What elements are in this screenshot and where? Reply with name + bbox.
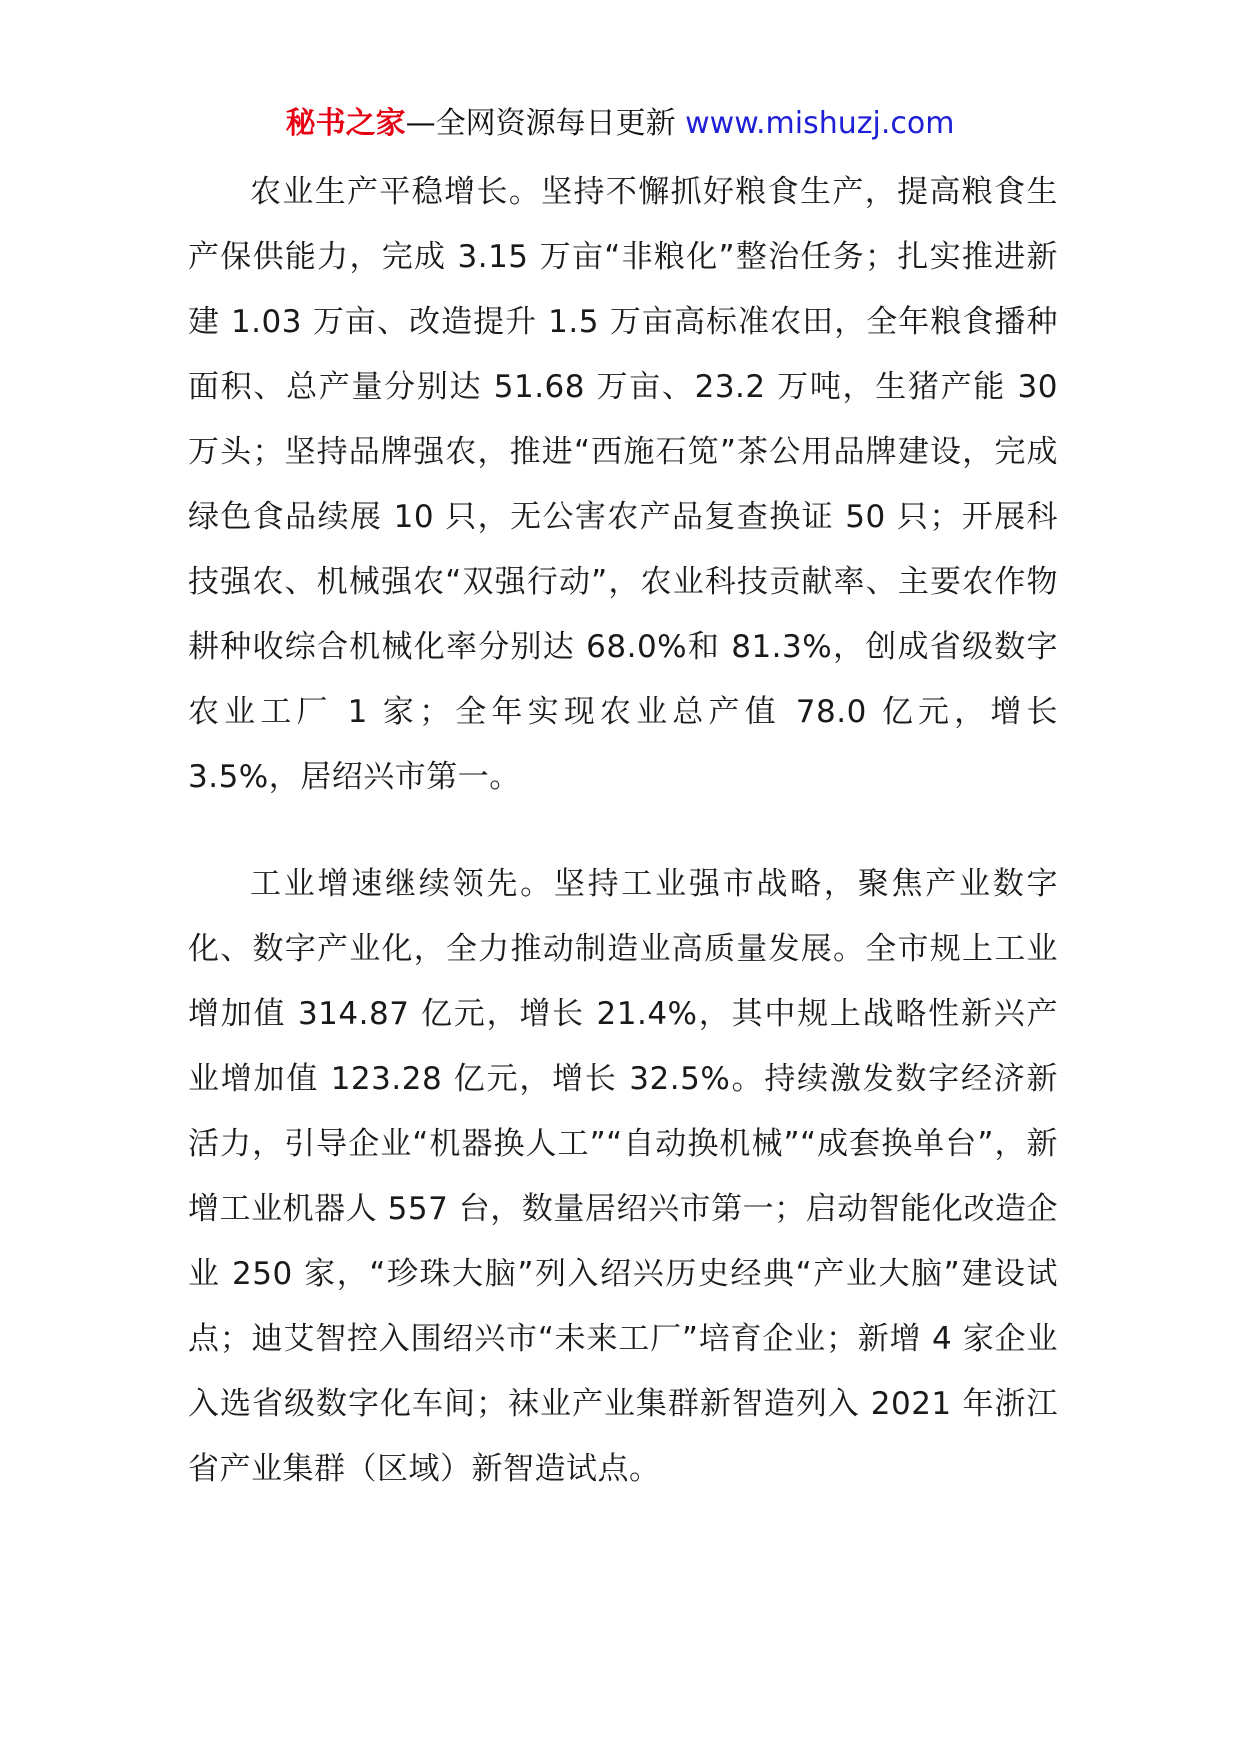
paragraph-agriculture: 农业生产平稳增长。坚持不懈抓好粮食生产，提高粮食生产保供能力，完成 3.15 万亩“非粮化”整治任务；扎实推进新建 1.03 万亩、改造提升 1.5 万亩高标准农田，全年粮食播种面积、总产量分别达 51.68 万亩、23.2 万吨，生猪产能 30 万头；坚持品牌强农，推进“西施石笕”茶公用品牌建设，完成绿色食品续展 10 只，无公害农产品复查换证 50 只；开展科技强农、机械强农“双强行动”，农业科技贡献率、主要农作物耕种收综合机械化率分别达 68.0%和 81.3%，创成省级数字农业工厂 1 家；全年实现农业总产值 78.0 亿元，增长 3.5%，居绍兴市第一。 xyxy=(188,174,1058,795)
paragraph-industry: 工业增速继续领先。坚持工业强市战略，聚焦产业数字化、数字产业化，全力推动制造业高质量发展。全市规上工业增加值 314.87 亿元，增长 21.4%，其中规上战略性新兴产业增加值 123.28 亿元，增长 32.5%。持续激发数字经济新活力，引导企业“机器换人工”“自动换机械”“成套换单台”，新增工业机器人 557 台，数量居绍兴市第一；启动智能化改造企业 250 家，“珍珠大脑”列入绍兴历史经典“产业大脑”建设试点；迪艾智控入围绍兴市“未来工厂”培育企业；新增 4 家企业入选省级数字化车间；袜业产业集群新智造列入 2021 年浙江省产业集群（区域）新智造试点。 xyxy=(188,866,1058,1487)
site-url-link[interactable]: www.mishuzj.com xyxy=(685,106,955,141)
page-header xyxy=(0,104,1240,144)
header-tagline: —全网资源每日更新 xyxy=(405,106,686,141)
document-body xyxy=(188,160,1058,1502)
brand-name: 秘书之家 xyxy=(285,106,406,141)
